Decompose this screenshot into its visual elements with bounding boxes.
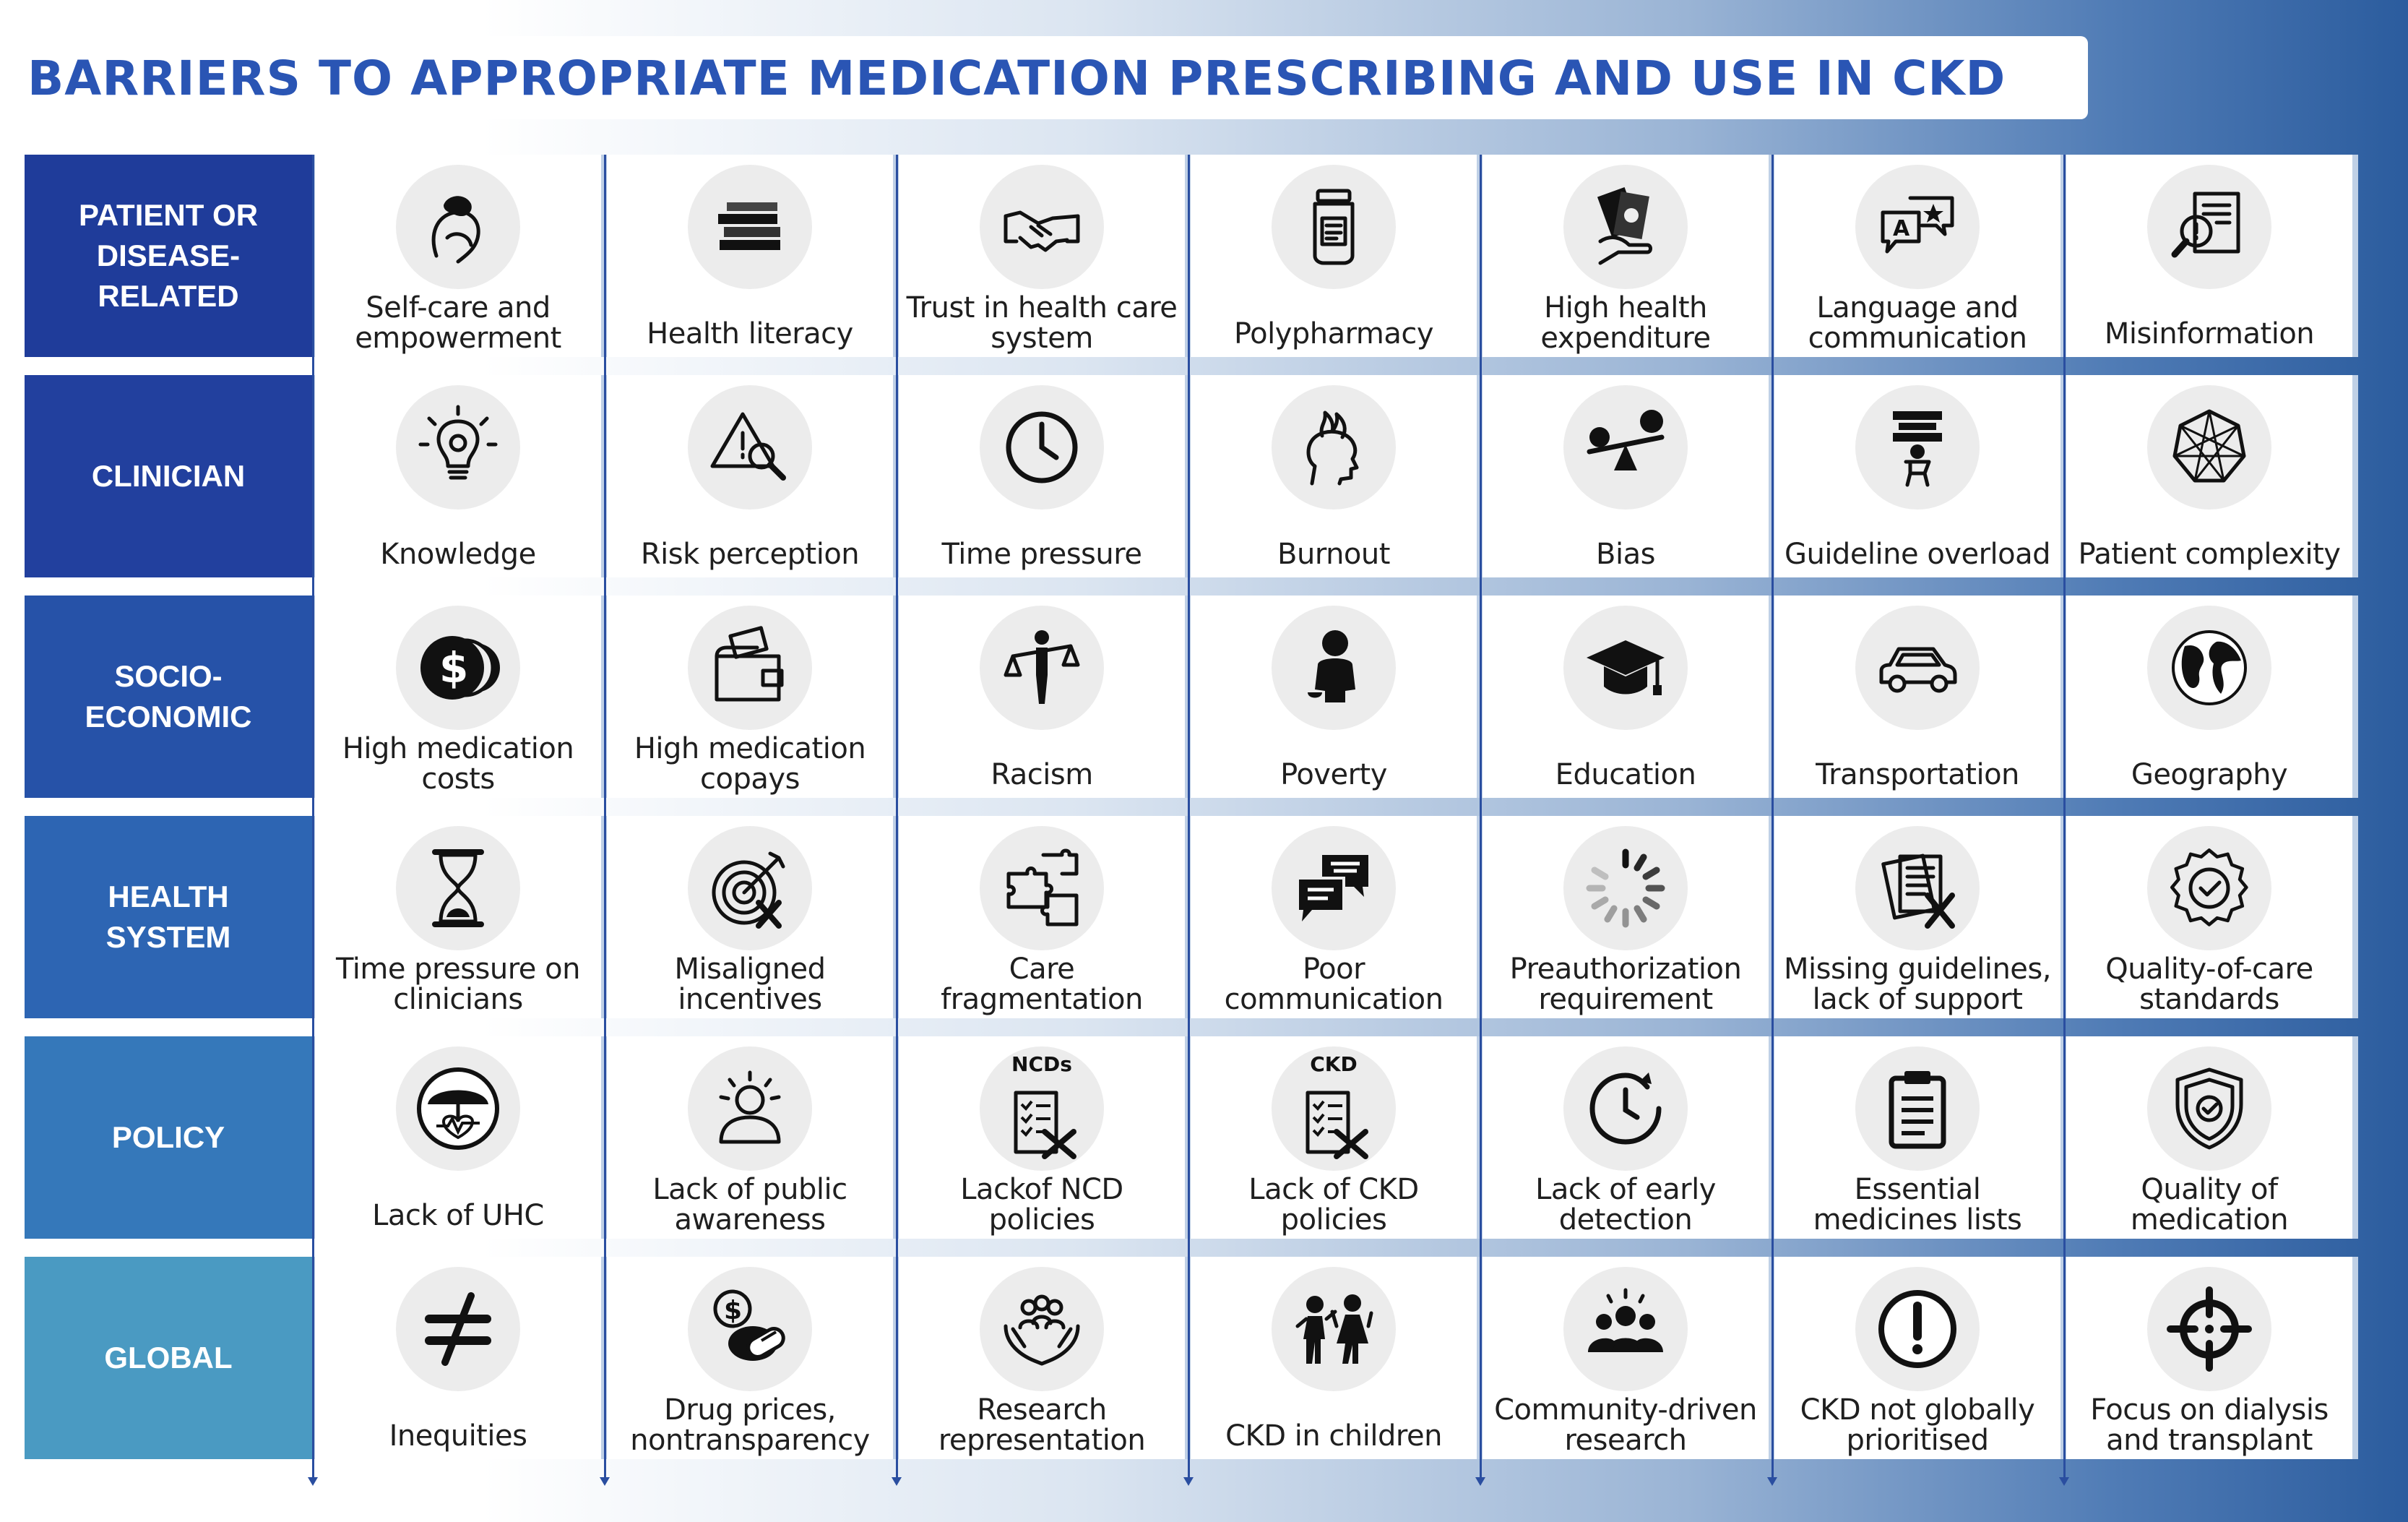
- warning-magnifier-icon: [688, 385, 812, 510]
- car-icon: [1855, 606, 1980, 730]
- barrier-row: [25, 596, 2358, 798]
- barrier-label: Research representation: [938, 1393, 1146, 1457]
- barrier-cell: [1191, 375, 1477, 577]
- clock-icon: [980, 385, 1104, 510]
- barrier-cell: [607, 1257, 893, 1459]
- people-hands-icon: [980, 1267, 1104, 1391]
- barrier-label: Lack of UHC: [372, 1199, 544, 1232]
- barrier-cell: [899, 1036, 1185, 1239]
- barrier-cell: [1483, 816, 1769, 1018]
- barrier-label: CKD not globally prioritised: [1800, 1393, 2035, 1457]
- not-equal-icon: [396, 1267, 520, 1391]
- barrier-label: Quality of medication: [2130, 1173, 2289, 1237]
- barrier-label: High medication copays: [634, 732, 866, 796]
- barrier-label: Essential medicines lists: [1813, 1173, 2022, 1237]
- barrier-cell: [607, 155, 893, 357]
- barrier-cell: [315, 816, 601, 1018]
- barrier-cell: [315, 375, 601, 577]
- crosshair-icon: [2147, 1267, 2271, 1391]
- barrier-cell: [607, 375, 893, 577]
- barrier-cell: [1774, 596, 2060, 798]
- barrier-label: Preauthorization requirement: [1509, 953, 1742, 1016]
- barrier-cell: [607, 596, 893, 798]
- barrier-cell: [1774, 816, 2060, 1018]
- column-divider: [604, 155, 606, 1477]
- lightbulb-icon: [396, 385, 520, 510]
- barrier-cell: [2066, 1036, 2352, 1239]
- barrier-label: Community-driven research: [1494, 1393, 1757, 1457]
- barrier-cell: [1191, 816, 1477, 1018]
- clipboard-icon: [1855, 1046, 1980, 1171]
- badge-check-icon: [2147, 826, 2271, 950]
- barrier-label: High health expenditure: [1540, 291, 1711, 355]
- barrier-label: Time pressure on clinicians: [336, 953, 580, 1016]
- barrier-row: [25, 816, 2358, 1018]
- column-divider: [312, 155, 314, 1477]
- barrier-label: CKD in children: [1225, 1419, 1442, 1453]
- barrier-label: Education: [1555, 758, 1696, 791]
- barrier-cell: [1191, 1257, 1477, 1459]
- barrier-label: Transportation: [1816, 758, 2019, 791]
- chat-icon: [1272, 826, 1396, 950]
- barrier-label: Lack of public awareness: [652, 1173, 847, 1237]
- barrier-cell: [2066, 596, 2352, 798]
- puzzle-icon: [980, 826, 1104, 950]
- icon-badge-text: NCDs: [1011, 1052, 1072, 1076]
- barrier-label: Guideline overload: [1784, 538, 2051, 571]
- barrier-cell: [315, 1257, 601, 1459]
- network-icon: [2147, 385, 2271, 510]
- barrier-label: Health literacy: [647, 317, 853, 351]
- category-label: POLICY: [25, 1036, 312, 1239]
- umbrella-heart-icon: [396, 1046, 520, 1171]
- person-stack-icon: [1855, 385, 1980, 510]
- category-label: GLOBAL: [25, 1257, 312, 1459]
- category-label: PATIENT OR DISEASE- RELATED: [25, 155, 312, 357]
- category-label: HEALTH SYSTEM: [25, 816, 312, 1018]
- barrier-cell: [607, 1036, 893, 1239]
- barrier-label: Poor communication: [1224, 953, 1443, 1016]
- burning-head-icon: [1272, 385, 1396, 510]
- barrier-label: Lack of CKD policies: [1248, 1173, 1419, 1237]
- barrier-cell: [899, 596, 1185, 798]
- person-sun-icon: [688, 1046, 812, 1171]
- barrier-cell: [899, 155, 1185, 357]
- barrier-cell: [1774, 375, 2060, 577]
- barrier-cell: [1774, 1257, 2060, 1459]
- barrier-cell: [315, 596, 601, 798]
- barrier-cell: [1483, 1036, 1769, 1239]
- barrier-label: Focus on dialysis and transplant: [2090, 1393, 2329, 1457]
- barrier-label: High medication costs: [342, 732, 574, 796]
- children-icon: [1272, 1267, 1396, 1391]
- justice-person-icon: [980, 606, 1104, 730]
- barrier-cell: [1483, 1257, 1769, 1459]
- community-icon: [1563, 1267, 1688, 1391]
- barrier-label: Knowledge: [380, 538, 536, 571]
- speech-bubbles-icon: [1855, 165, 1980, 289]
- wallet-icon: [688, 606, 812, 730]
- barrier-label: Misinformation: [2104, 317, 2315, 351]
- barrier-row: [25, 1257, 2358, 1459]
- handshake-icon: [980, 165, 1104, 289]
- barrier-cell: [1774, 1036, 2060, 1239]
- barrier-label: Risk perception: [640, 538, 860, 571]
- barrier-label: Drug prices, nontransparency: [630, 1393, 870, 1457]
- barrier-label: Quality-of-care standards: [2105, 953, 2313, 1016]
- svg-text:$: $: [439, 643, 469, 692]
- barrier-label: Poverty: [1280, 758, 1387, 791]
- barrier-label: Trust in health care system: [906, 291, 1178, 355]
- category-label: CLINICIAN: [25, 375, 312, 577]
- barrier-label: Time pressure: [941, 538, 1142, 571]
- column-divider: [1480, 155, 1482, 1477]
- hourglass-icon: [396, 826, 520, 950]
- title-banner: [14, 36, 2088, 119]
- category-label: SOCIO- ECONOMIC: [25, 596, 312, 798]
- self-care-icon: [396, 165, 520, 289]
- barrier-label: Racism: [991, 758, 1093, 791]
- barrier-label: Burnout: [1277, 538, 1390, 571]
- barrier-cell: [1774, 155, 2060, 357]
- column-divider: [896, 155, 898, 1477]
- clock-arrow-icon: [1563, 1046, 1688, 1171]
- barrier-cell: [1483, 596, 1769, 798]
- barrier-cell: [1483, 155, 1769, 357]
- barrier-cell: [1191, 155, 1477, 357]
- dollar-pills-icon: [688, 1267, 812, 1391]
- barrier-cell: [2066, 375, 2352, 577]
- barrier-label: Lack of early detection: [1535, 1173, 1716, 1237]
- books-icon: [688, 165, 812, 289]
- barrier-cell: [315, 1036, 601, 1239]
- barrier-label: Polypharmacy: [1233, 317, 1434, 351]
- barrier-cell: [899, 816, 1185, 1018]
- barrier-cell: [315, 155, 601, 357]
- barrier-label: Lackof NCD policies: [960, 1173, 1123, 1237]
- column-divider: [2063, 155, 2066, 1477]
- barrier-cell: [2066, 155, 2352, 357]
- column-divider: [1772, 155, 1774, 1477]
- barrier-cell: [899, 1257, 1185, 1459]
- shield-check-icon: [2147, 1046, 2271, 1171]
- svg-text:$: $: [724, 1296, 743, 1325]
- page-title: BARRIERS TO APPROPRIATE MEDICATION PRESCRIBING AND USE IN CKD: [27, 51, 2006, 106]
- barrier-label: Bias: [1596, 538, 1655, 571]
- barrier-cell: [1191, 1036, 1477, 1239]
- document-search-icon: [2147, 165, 2271, 289]
- money-hand-icon: [1563, 165, 1688, 289]
- barrier-label: Inequities: [389, 1419, 527, 1453]
- barrier-row: [25, 155, 2358, 357]
- target-icon: [688, 826, 812, 950]
- barrier-label: Care fragmentation: [941, 953, 1143, 1016]
- exclamation-icon: [1855, 1267, 1980, 1391]
- barrier-label: Language and communication: [1808, 291, 2027, 355]
- sitting-person-icon: [1272, 606, 1396, 730]
- barrier-label: Geography: [2131, 758, 2288, 791]
- coins-icon: [396, 606, 520, 730]
- pill-bottle-icon: [1272, 165, 1396, 289]
- barrier-label: Patient complexity: [2078, 538, 2341, 571]
- globe-icon: [2147, 606, 2271, 730]
- barrier-row: [25, 375, 2358, 577]
- barrier-row: [25, 1036, 2358, 1239]
- barrier-cell: [607, 816, 893, 1018]
- barrier-label: Misaligned incentives: [674, 953, 826, 1016]
- barrier-cell: [2066, 1257, 2352, 1459]
- barrier-cell: [1191, 596, 1477, 798]
- svg-text:A: A: [1893, 216, 1910, 241]
- loading-icon: [1563, 826, 1688, 950]
- documents-cross-icon: [1855, 826, 1980, 950]
- graduation-cap-icon: [1563, 606, 1688, 730]
- barrier-cell: [2066, 816, 2352, 1018]
- barrier-cell: [1483, 375, 1769, 577]
- seesaw-icon: [1563, 385, 1688, 510]
- barrier-label: Self-care and empowerment: [355, 291, 561, 355]
- barrier-cell: [899, 375, 1185, 577]
- icon-badge-text: CKD: [1310, 1052, 1358, 1076]
- column-divider: [1188, 155, 1190, 1477]
- barrier-label: Missing guidelines, lack of support: [1784, 953, 2051, 1016]
